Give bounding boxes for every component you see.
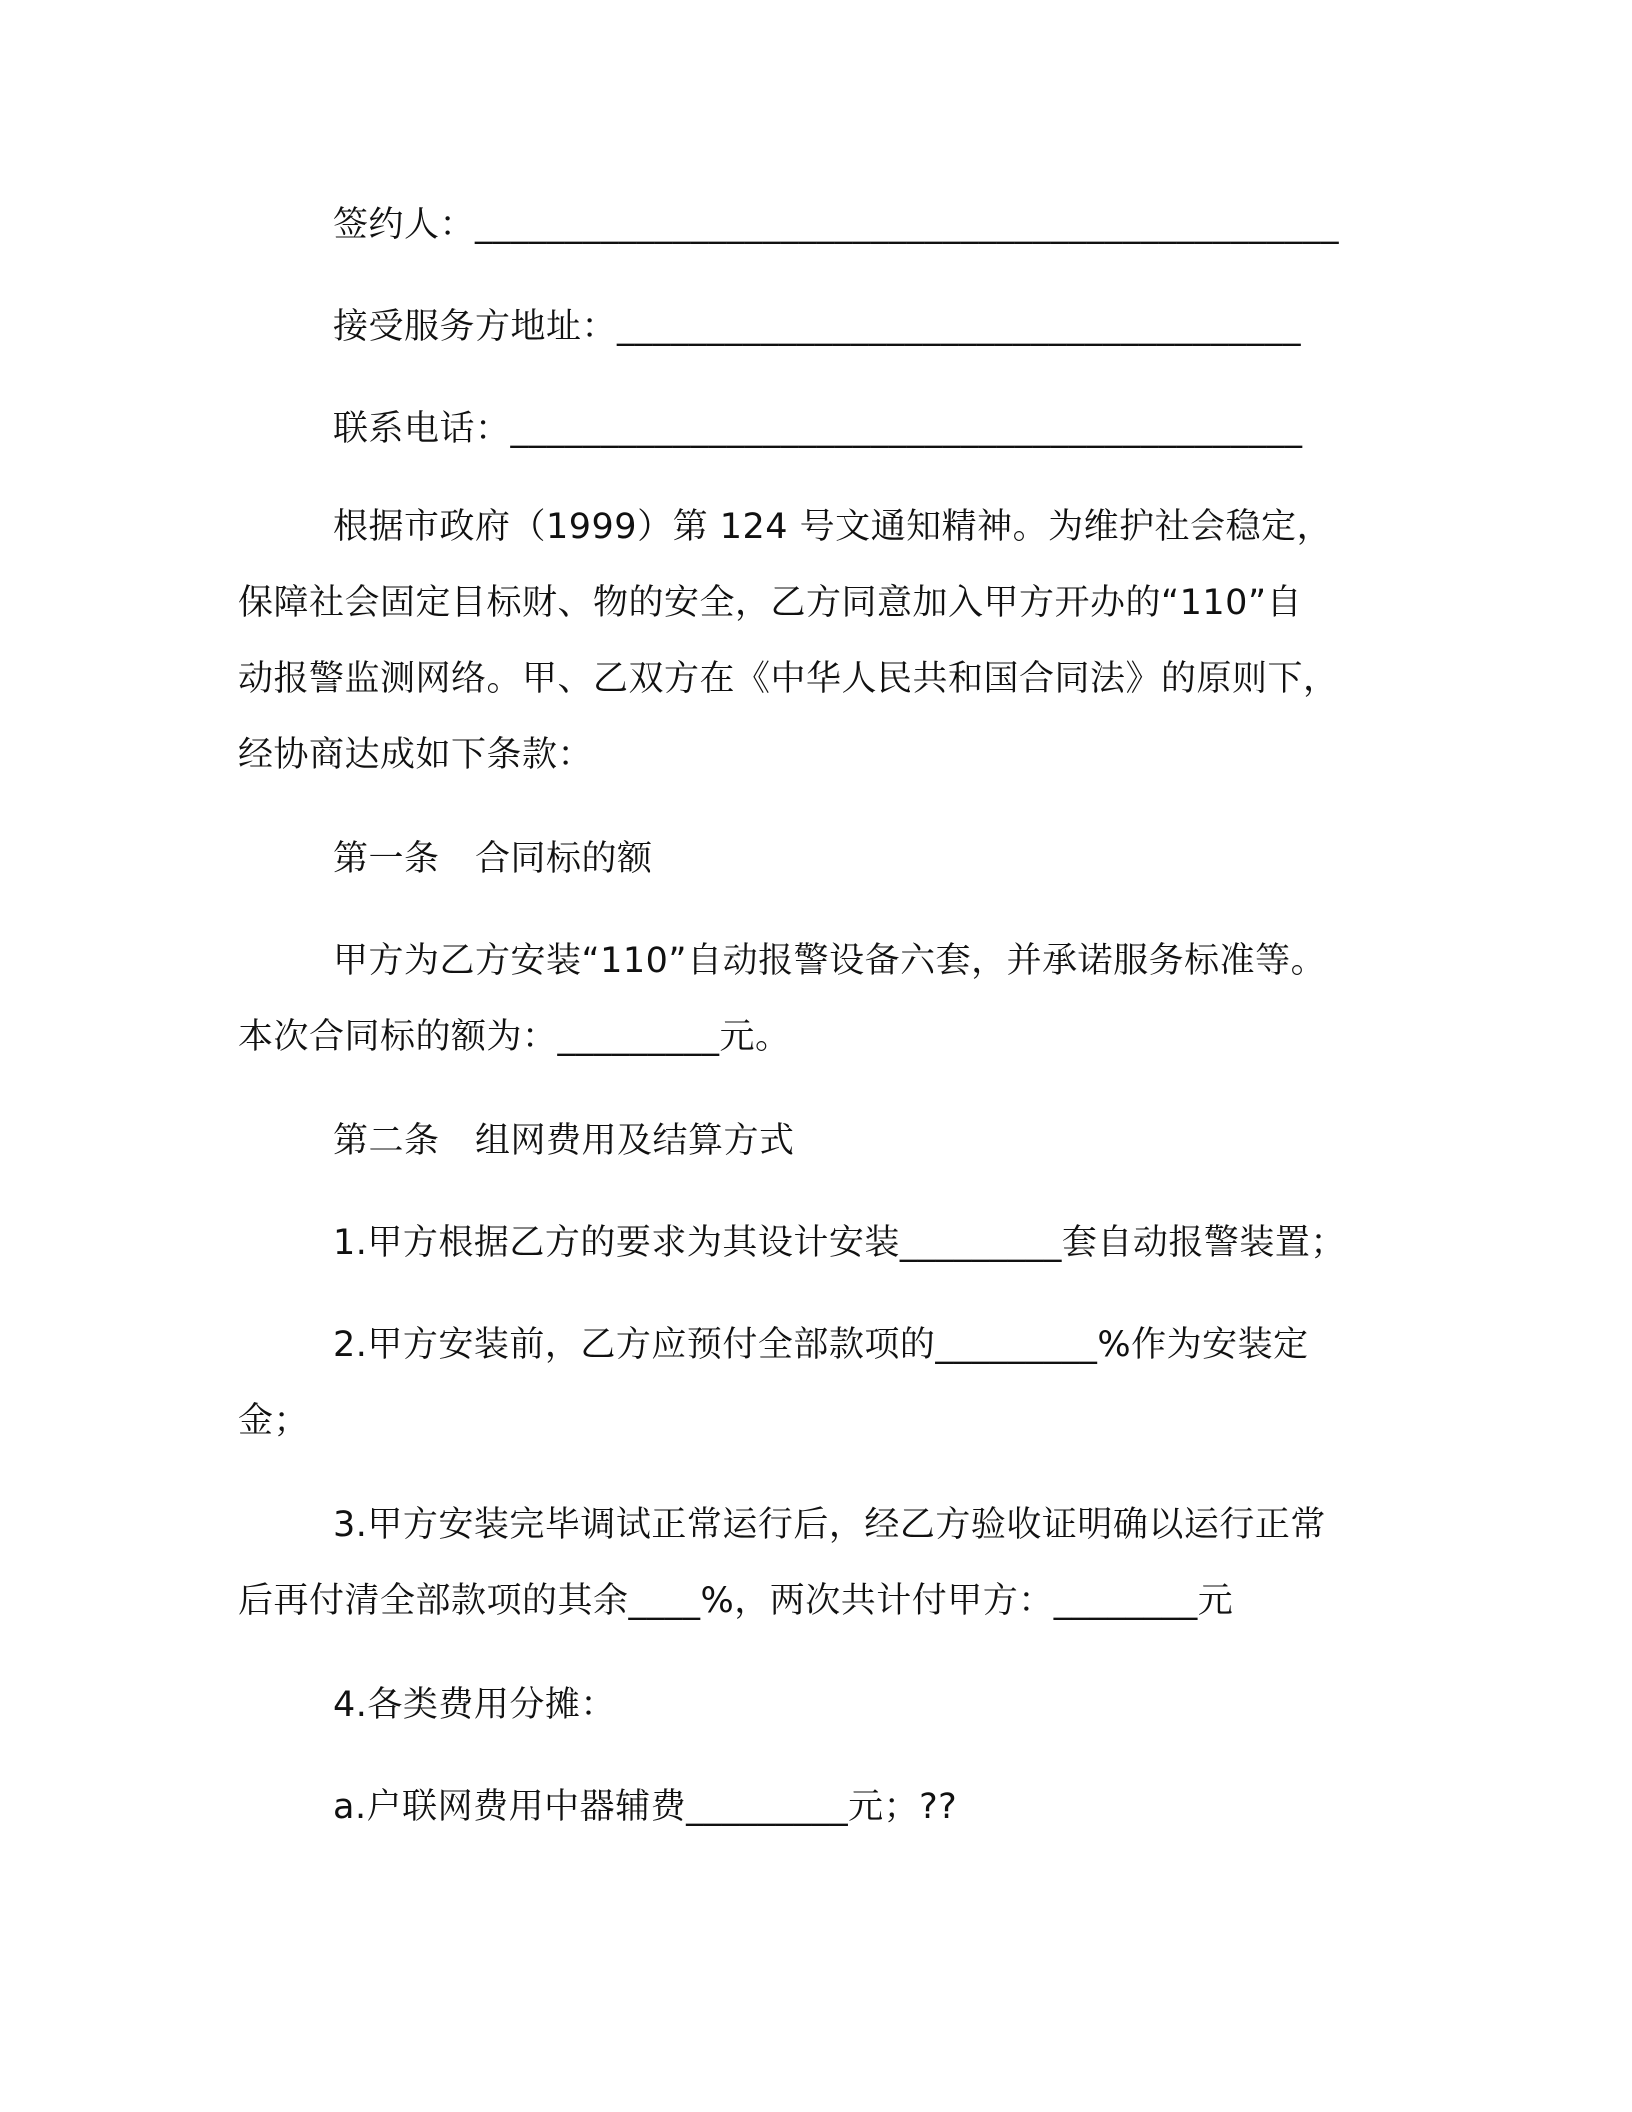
clause-4a: a.户联网费用中器辅费_________元；?? <box>333 1787 958 1827</box>
clause-3-line-2: 后再付清全部款项的其余____%，两次共计付甲方：________元 <box>238 1581 1234 1621</box>
signatory-line: 签约人：________________________________________________ <box>333 205 1340 245</box>
preamble-line-4: 经协商达成如下条款： <box>238 735 594 775</box>
contact-phone-line: 联系电话：____________________________________________ <box>333 409 1303 449</box>
clause-3-line-1: 3.甲方安装完毕调试正常运行后，经乙方验收证明确以运行正常 <box>333 1505 1326 1545</box>
preamble-line-1: 根据市政府（1999）第 124 号文通知精神。为维护社会稳定， <box>333 507 1333 547</box>
clause-2-line-1: 2.甲方安装前，乙方应预付全部款项的_________%作为安装定 <box>333 1325 1309 1365</box>
clause-1: 1.甲方根据乙方的要求为其设计安装_________套自动报警装置； <box>333 1223 1346 1263</box>
article-two-heading: 第二条 组网费用及结算方式 <box>333 1121 795 1161</box>
article-one-text-1: 甲方为乙方安装“110”自动报警设备六套，并承诺服务标准等。 <box>333 941 1327 981</box>
preamble-line-3: 动报警监测网络。甲、乙双方在《中华人民共和国合同法》的原则下， <box>238 659 1339 699</box>
service-address-line: 接受服务方地址：______________________________________ <box>333 307 1302 347</box>
clause-2-line-2: 金； <box>238 1401 310 1441</box>
article-one-text-2: 本次合同标的额为：_________元。 <box>238 1017 791 1057</box>
clause-4: 4.各类费用分摊： <box>333 1685 616 1725</box>
article-one-heading: 第一条 合同标的额 <box>333 839 653 879</box>
preamble-line-2: 保障社会固定目标财、物的安全，乙方同意加入甲方开办的“110”自 <box>238 583 1303 623</box>
